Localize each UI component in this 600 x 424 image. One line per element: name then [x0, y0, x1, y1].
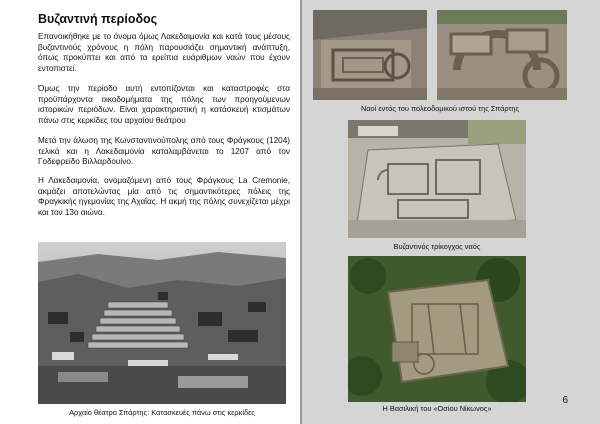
- page-number: 6: [562, 395, 568, 406]
- church-photo-2: [437, 10, 567, 100]
- paragraph-2: Όμως την περίοδο αυτή εντοπίζονται και καταστροφές στα προϋπάρχοντα οικοδομήματα της πόλης των προηγούμενων ιστορικών περιόδων. Είναι χαρακτηριστική η κατάσκευή κτισμάτων πάνω στις κερκίδες του αρχαίου θεάτρου: [38, 84, 290, 125]
- paragraph-4: Η Λακεδαιμονία, ονομαζόμενη από τους Φράγκους La Cremonie, ακμάζει αποτελώντας μία από τις σημαντικότερες πόλεις της Φραγκικής ηγεμονίας της Αχαΐας. Η ακμή της πόλης συνεχίζεται μέχρι και τον 13ο αιώνα.: [38, 176, 290, 217]
- basilica-photo: [348, 256, 526, 402]
- triconch-caption: Βυζαντινός τρίκογχος ναός: [393, 242, 481, 251]
- section-heading: Βυζαντινή περίοδος: [38, 12, 158, 26]
- churches-caption: Ναοί εντός του πολεοδομικού ιστού της Σπάρτης: [360, 104, 520, 113]
- right-page: [302, 0, 600, 424]
- paragraph-1: Επανοικήθηκε με το όνομα όμως Λακεδαιμονία και κατά τους μέσους βυζαντινούς χρόνους η πόλη παρουσιάζει σημαντική ανάπτυξη, όπως προκύπτει και από τα ερείπια ευάριθμων ναών που έχουν εντοπιστεί.: [38, 32, 290, 73]
- triconch-photo: [348, 120, 526, 238]
- paragraph-3: Μετά την άλωση της Κωνσταντινούπολης από τους Φράγκους (1204) τελικά και η Λακεδαιμονία καταλαμβάνεται το 1207 από τον Γοδεφρείδο Βιλλαρδουίνο.: [38, 136, 290, 167]
- church-photo-1: [313, 10, 427, 100]
- theatre-photo: [38, 242, 286, 404]
- theatre-caption: Αρχαίο θέατρο Σπάρτης: Κατασκευές πάνω στις κερκίδες: [69, 408, 255, 417]
- basilica-caption: Η Βασιλική του «Οσίου Νίκωνος»: [382, 404, 492, 413]
